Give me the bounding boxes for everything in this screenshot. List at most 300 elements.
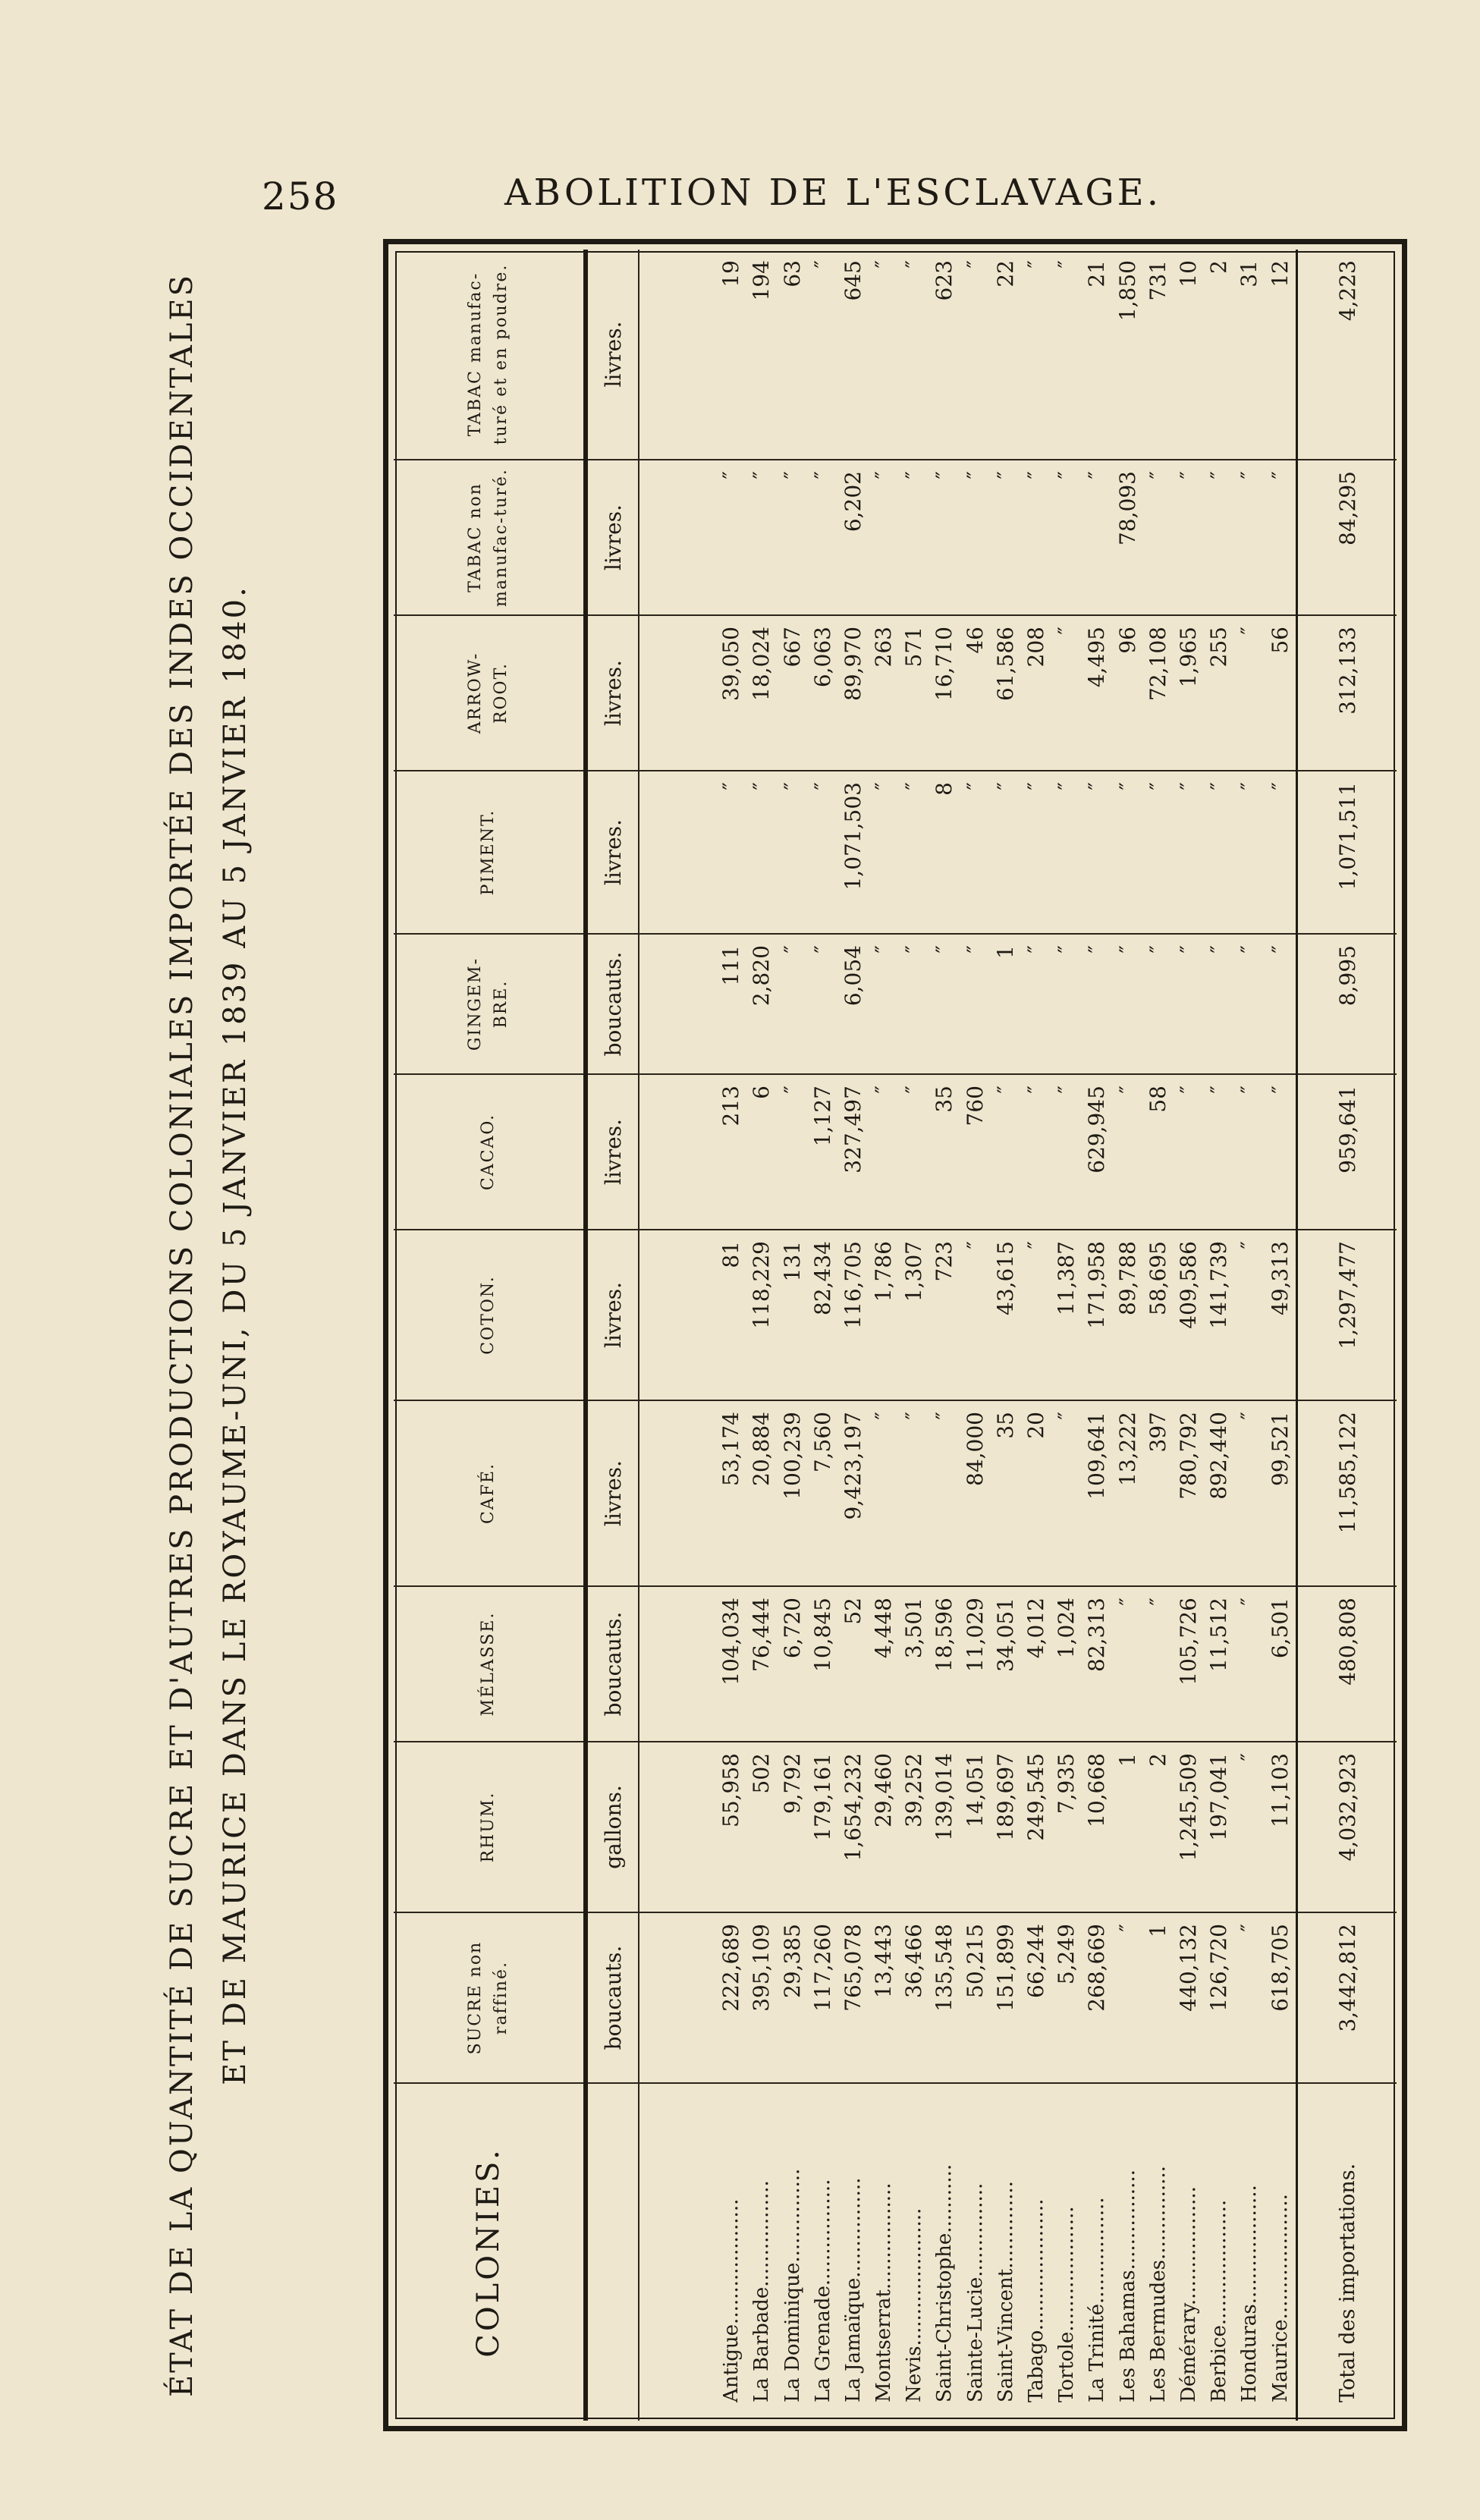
table-cell: ″: [991, 1074, 1021, 1230]
table-cell: 723: [929, 1230, 960, 1400]
total-cell: 480,808: [1297, 1586, 1397, 1742]
unit-cell: livres.: [586, 1230, 639, 1400]
table-cell: 327,497: [838, 1074, 869, 1230]
table-cell: ″: [1021, 1074, 1051, 1230]
table-cell: 1,071,503: [838, 771, 869, 934]
table-row: [1082, 250, 1112, 2421]
total-cell: 11,585,122: [1297, 1400, 1397, 1586]
table-cell: ″: [1082, 460, 1112, 615]
table-row: [808, 250, 838, 2421]
total-cell: 1,297,477: [1297, 1230, 1397, 1400]
table-cell: 50,215: [960, 1912, 991, 2083]
table-cell: 409,586: [1174, 1230, 1204, 1400]
table-cell: 126,720: [1204, 1912, 1234, 2083]
spacer-cell: [639, 1912, 716, 2083]
table-cell: ″: [1082, 934, 1112, 1074]
unit-cell: livres.: [586, 1074, 639, 1230]
table-cell: 43,615: [991, 1230, 1021, 1400]
table-cell: 139,014: [929, 1742, 960, 1912]
table-cell: 10: [1174, 250, 1204, 460]
table-cell: 1,965: [1174, 615, 1204, 771]
table-cell: ″: [899, 1400, 929, 1586]
colony-name: Tabago.....................: [1025, 2198, 1048, 2402]
table-row: [960, 250, 991, 2421]
total-cell: 4,032,923: [1297, 1742, 1397, 1912]
table-cell: 1,024: [1051, 1586, 1082, 1742]
table-cell: ″: [1051, 934, 1082, 1074]
table-cell: ″: [1051, 771, 1082, 934]
table-cell: 6,202: [838, 460, 869, 615]
column-header: ARROW-ROOT.: [394, 615, 586, 771]
spacer-cell: [639, 1586, 716, 1742]
table-cell: 6,501: [1265, 1586, 1296, 1742]
table-cell: 56: [1265, 615, 1296, 771]
table-cell: 8: [929, 771, 960, 934]
table-cell: 3,501: [899, 1586, 929, 1742]
table-cell: ″: [991, 771, 1021, 934]
table-cell: 11,387: [1051, 1230, 1082, 1400]
imports-table: [394, 250, 1397, 2421]
table-cell: 268,669: [1082, 1912, 1112, 2083]
table-cell: 46: [960, 615, 991, 771]
table-cell: 96: [1112, 615, 1142, 771]
table-cell: 135,548: [929, 1912, 960, 2083]
unit-cell: livres.: [586, 615, 639, 771]
spacer-cell: [639, 460, 716, 615]
table-cell: ″: [1051, 1400, 1082, 1586]
table-cell: 89,788: [1112, 1230, 1142, 1400]
table-cell: 10,845: [808, 1586, 838, 1742]
caption-line-1: ÉTAT DE LA QUANTITÉ DE SUCRE ET D'AUTRES PRODUCTIONS COLONIALES IMPORTÉE DES INDES OCCIDENTALES: [165, 272, 200, 2398]
table-cell: 645: [838, 250, 869, 460]
table-cell: 39,050: [716, 615, 746, 771]
table-cell: 618,705: [1265, 1912, 1296, 2083]
table-cell: 18,596: [929, 1586, 960, 1742]
spacer-cell: [639, 2083, 716, 2421]
table-cell: ″: [899, 934, 929, 1074]
table-cell: 194: [746, 250, 777, 460]
data-body: [639, 250, 1296, 2421]
total-cell: 959,641: [1297, 1074, 1397, 1230]
table-cell: ″: [1112, 934, 1142, 1074]
table-cell: 72,108: [1143, 615, 1174, 771]
table-cell: ″: [1234, 1742, 1265, 1912]
table-cell: 4,495: [1082, 615, 1112, 771]
table-cell: 9,792: [777, 1742, 807, 1912]
table-cell: ″: [1143, 934, 1174, 1074]
table-row: [869, 250, 899, 2421]
table-cell: 111: [716, 934, 746, 1074]
colony-name: Montserrat.................: [872, 2182, 896, 2402]
colony-name: Antigue....................: [720, 2198, 743, 2402]
table-cell: 100,239: [777, 1400, 807, 1586]
table-cell: 35: [991, 1400, 1021, 1586]
spacer-cell: [639, 1230, 716, 1400]
table-cell: 53,174: [716, 1400, 746, 1586]
table-cell: 11,103: [1265, 1742, 1296, 1912]
total-cell: 84,295: [1297, 460, 1397, 615]
table-cell: ″: [777, 934, 807, 1074]
table-row: [1112, 250, 1142, 2421]
colony-name: Honduras...................: [1238, 2185, 1262, 2402]
table-cell: 11,512: [1204, 1586, 1234, 1742]
unit-cell: livres.: [586, 250, 639, 460]
table-cell: 1: [1112, 1742, 1142, 1912]
table-cell: 82,434: [808, 1230, 838, 1400]
table-cell: ″: [1234, 1230, 1265, 1400]
table-cell: 2: [1143, 1742, 1174, 1912]
total-cell: 3,442,812: [1297, 1912, 1397, 2083]
table-cell: 7,935: [1051, 1742, 1082, 1912]
table-cell: ″: [960, 250, 991, 460]
table-cell: ″: [1082, 771, 1112, 934]
table-cell: ″: [777, 460, 807, 615]
table-cell: 1,654,232: [838, 1742, 869, 1912]
table-cell: 49,313: [1265, 1230, 1296, 1400]
table-cell: ″: [960, 934, 991, 1074]
total-cell: 1,071,511: [1297, 771, 1397, 934]
table-cell: ″: [899, 771, 929, 934]
table-cell: 31: [1234, 250, 1265, 460]
table-cell: ″: [1174, 1074, 1204, 1230]
table-row: [1174, 250, 1204, 2421]
table-cell: 5,249: [1051, 1912, 1082, 2083]
table-cell: 104,034: [716, 1586, 746, 1742]
table-cell: 19: [716, 250, 746, 460]
table-cell: ″: [1234, 1586, 1265, 1742]
table-cell: 29,460: [869, 1742, 899, 1912]
colony-name: La Jamaïque................: [841, 2177, 865, 2402]
table-cell: ″: [1051, 1074, 1082, 1230]
table-cell: 1,245,509: [1174, 1742, 1204, 1912]
table-cell: ″: [960, 771, 991, 934]
table-cell: 263: [869, 615, 899, 771]
colony-name: Berbice....................: [1208, 2199, 1231, 2402]
table-cell: ″: [1143, 771, 1174, 934]
table-cell: 117,260: [808, 1912, 838, 2083]
table-cell: ″: [1234, 1074, 1265, 1230]
total-label: Total des importations.: [1297, 2083, 1397, 2421]
table-cell: 76,444: [746, 1586, 777, 1742]
column-header: COTON.: [394, 1230, 586, 1400]
table-cell: 7,560: [808, 1400, 838, 1586]
table-cell: 105,726: [1174, 1586, 1204, 1742]
table-cell: 208: [1021, 615, 1051, 771]
table-cell: ″: [1234, 1400, 1265, 1586]
unit-cell: livres.: [586, 1400, 639, 1586]
colony-name: La Dominique...............: [781, 2168, 804, 2402]
colony-name: Nevis......................: [903, 2207, 926, 2402]
table-cell: ″: [716, 460, 746, 615]
table-cell: ″: [746, 771, 777, 934]
rotated-table-block: [165, 239, 1407, 2431]
table-cell: ″: [1204, 934, 1234, 1074]
table-cell: ″: [1174, 771, 1204, 934]
table-cell: ″: [1234, 615, 1265, 771]
table-cell: 197,041: [1204, 1742, 1234, 1912]
column-header: RHUM.: [394, 1742, 586, 1912]
table-cell: 765,078: [838, 1912, 869, 2083]
table-cell: ″: [746, 460, 777, 615]
table-cell: 12: [1265, 250, 1296, 460]
table-caption: [156, 239, 262, 2431]
table-cell: ″: [1112, 771, 1142, 934]
table-cell: 440,132: [1174, 1912, 1204, 2083]
table-cell: 395,109: [746, 1912, 777, 2083]
table-cell: ″: [1204, 460, 1234, 615]
total-cell: 8,995: [1297, 934, 1397, 1074]
table-cell: 89,970: [838, 615, 869, 771]
table-cell: ″: [929, 934, 960, 1074]
table-cell: 66,244: [1021, 1912, 1051, 2083]
total-cell: 312,133: [1297, 615, 1397, 771]
table-cell: ″: [1021, 1230, 1051, 1400]
table-cell: 1,127: [808, 1074, 838, 1230]
table-cell: 222,689: [716, 1912, 746, 2083]
unit-cell: livres.: [586, 771, 639, 934]
column-header: SUCRE non raffiné.: [394, 1912, 586, 2083]
table-cell: ″: [1021, 934, 1051, 1074]
spacer-cell: [639, 250, 716, 460]
table-cell: 11,029: [960, 1586, 991, 1742]
colony-name: Les Bermudes...............: [1146, 2166, 1170, 2402]
table-cell: 141,739: [1204, 1230, 1234, 1400]
table-cell: ″: [1234, 771, 1265, 934]
table-cell: 21: [1082, 250, 1112, 460]
column-header: TABAC manufac-turé et en poudre.: [394, 250, 586, 460]
table-cell: 2,820: [746, 934, 777, 1074]
table-cell: 397: [1143, 1400, 1174, 1586]
table-cell: ″: [899, 1074, 929, 1230]
unit-cell: gallons.: [586, 1742, 639, 1912]
table-cell: ″: [777, 771, 807, 934]
table-row: [991, 250, 1021, 2421]
table-cell: ″: [869, 1400, 899, 1586]
colony-name: Saint-Christophe...........: [933, 2163, 957, 2402]
table-cell: 4,012: [1021, 1586, 1051, 1742]
table-cell: 52: [838, 1586, 869, 1742]
table-cell: ″: [1204, 771, 1234, 934]
column-header-colonies: COLONIES.: [394, 2083, 586, 2421]
spacer-cell: [639, 934, 716, 1074]
unit-row: [586, 250, 639, 2421]
column-header: GINGEM-BRE.: [394, 934, 586, 1074]
colony-name: Tortole....................: [1055, 2206, 1079, 2402]
table-cell: 189,697: [991, 1742, 1021, 1912]
table-cell: 13,443: [869, 1912, 899, 2083]
table-cell: 1,850: [1112, 250, 1142, 460]
table-cell: 58: [1143, 1074, 1174, 1230]
table-cell: 109,641: [1082, 1400, 1112, 1586]
colony-name: Maurice....................: [1268, 2194, 1292, 2402]
table-cell: ″: [1143, 460, 1174, 615]
table-cell: 18,024: [746, 615, 777, 771]
table-cell: ″: [808, 460, 838, 615]
table-cell: ″: [1051, 250, 1082, 460]
unit-cell: boucauts.: [586, 1912, 639, 2083]
colony-name: La Barbade.................: [750, 2180, 774, 2402]
table-row: [1265, 250, 1296, 2421]
table-cell: ″: [1204, 1074, 1234, 1230]
table-cell: ″: [1021, 771, 1051, 934]
table-cell: 6,054: [838, 934, 869, 1074]
table-cell: ″: [1051, 615, 1082, 771]
table-cell: ″: [869, 460, 899, 615]
table-cell: 1: [991, 934, 1021, 1074]
table-row: [1143, 250, 1174, 2421]
table-cell: ″: [1265, 934, 1296, 1074]
table-cell: ″: [1112, 1912, 1142, 2083]
total-cell: 4,223: [1297, 250, 1397, 460]
table-cell: ″: [929, 1400, 960, 1586]
table-cell: ″: [1051, 460, 1082, 615]
total-row: [1297, 250, 1397, 2421]
colony-name: Les Bahamas................: [1116, 2170, 1139, 2402]
table-cell: 63: [777, 250, 807, 460]
table-cell: ″: [960, 1230, 991, 1400]
table-cell: 213: [716, 1074, 746, 1230]
column-header: MÉLASSE.: [394, 1586, 586, 1742]
page-number: 258: [262, 174, 339, 218]
table-row: [716, 250, 746, 2421]
table-cell: ″: [1265, 1074, 1296, 1230]
table-cell: ″: [1265, 771, 1296, 934]
table-cell: 731: [1143, 250, 1174, 460]
table-cell: ″: [1021, 250, 1051, 460]
table-cell: 10,668: [1082, 1742, 1112, 1912]
table-cell: 82,313: [1082, 1586, 1112, 1742]
spacer-cell: [639, 1400, 716, 1586]
unit-cell: boucauts.: [586, 1586, 639, 1742]
table-cell: ″: [960, 460, 991, 615]
spacer-cell: [639, 615, 716, 771]
table-cell: ″: [929, 460, 960, 615]
header-row: [394, 250, 586, 2421]
table-cell: ″: [899, 460, 929, 615]
table-cell: ″: [1021, 460, 1051, 615]
colony-name: La Grenade.................: [811, 2179, 834, 2402]
spacer-cell: [639, 771, 716, 934]
table-cell: ″: [899, 250, 929, 460]
table-cell: 13,222: [1112, 1400, 1142, 1586]
column-header: CAFÉ.: [394, 1400, 586, 1586]
colony-name: Sainte-Lucie...............: [963, 2182, 987, 2402]
table-cell: ″: [1265, 460, 1296, 615]
table-cell: ″: [716, 771, 746, 934]
table-cell: 1,786: [869, 1230, 899, 1400]
table-cell: 760: [960, 1074, 991, 1230]
table-cell: ″: [808, 250, 838, 460]
table-cell: 892,440: [1204, 1400, 1234, 1586]
column-header: PIMENT.: [394, 771, 586, 934]
spacer-row: [639, 250, 716, 2421]
colony-name: Démérary...................: [1177, 2186, 1200, 2402]
table-cell: 35: [929, 1074, 960, 1230]
table-cell: ″: [808, 934, 838, 1074]
table-cell: ″: [1234, 460, 1265, 615]
table-row: [929, 250, 960, 2421]
table-cell: ″: [1112, 1074, 1142, 1230]
table-cell: 9,423,197: [838, 1400, 869, 1586]
table-cell: ″: [1112, 1586, 1142, 1742]
table-cell: ″: [1234, 1912, 1265, 2083]
spacer-cell: [639, 1074, 716, 1230]
table-cell: ″: [869, 934, 899, 1074]
spacer-cell: [639, 1742, 716, 1912]
colony-name: La Trinité.................: [1086, 2197, 1109, 2402]
table-cell: ″: [869, 1074, 899, 1230]
table-cell: ″: [869, 250, 899, 460]
table-cell: 623: [929, 250, 960, 460]
colony-name: Saint-Vincent..............: [994, 2181, 1017, 2402]
table-cell: 1,307: [899, 1230, 929, 1400]
table-cell: 39,252: [899, 1742, 929, 1912]
table-cell: 78,093: [1112, 460, 1142, 615]
table-row: [1051, 250, 1082, 2421]
table-cell: 61,586: [991, 615, 1021, 771]
table-cell: 99,521: [1265, 1400, 1296, 1586]
table-cell: 667: [777, 615, 807, 771]
column-header: CACAO.: [394, 1074, 586, 1230]
table-cell: ″: [1143, 1586, 1174, 1742]
table-cell: 16,710: [929, 615, 960, 771]
column-header: TABAC non manufac-turé.: [394, 460, 586, 615]
table-cell: 171,958: [1082, 1230, 1112, 1400]
table-cell: ″: [808, 771, 838, 934]
table-cell: 255: [1204, 615, 1234, 771]
table-cell: 29,385: [777, 1912, 807, 2083]
table-cell: 2: [1204, 250, 1234, 460]
table-cell: 14,051: [960, 1742, 991, 1912]
table-cell: 20: [1021, 1400, 1051, 1586]
table-cell: 1: [1143, 1912, 1174, 2083]
table-row: [899, 250, 929, 2421]
table-row: [838, 250, 869, 2421]
table-cell: 116,705: [838, 1230, 869, 1400]
table-row: [1021, 250, 1051, 2421]
table-cell: 131: [777, 1230, 807, 1400]
table-cell: 502: [746, 1742, 777, 1912]
table-cell: 6,063: [808, 615, 838, 771]
table-cell: 4,448: [869, 1586, 899, 1742]
table-cell: ″: [1234, 934, 1265, 1074]
table-cell: 629,945: [1082, 1074, 1112, 1230]
table-cell: 34,051: [991, 1586, 1021, 1742]
table-cell: 118,229: [746, 1230, 777, 1400]
table-row: [1204, 250, 1234, 2421]
table-cell: ″: [1174, 460, 1204, 615]
table-cell: 20,884: [746, 1400, 777, 1586]
table-cell: ″: [869, 771, 899, 934]
table-cell: 36,466: [899, 1912, 929, 2083]
table-cell: 249,545: [1021, 1742, 1051, 1912]
table-cell: 179,161: [808, 1742, 838, 1912]
table-row: [746, 250, 777, 2421]
table-cell: 84,000: [960, 1400, 991, 1586]
table-row: [1234, 250, 1265, 2421]
unit-cell: livres.: [586, 460, 639, 615]
table-cell: 55,958: [716, 1742, 746, 1912]
table-cell: 571: [899, 615, 929, 771]
table-cell: 151,899: [991, 1912, 1021, 2083]
table-cell: 22: [991, 250, 1021, 460]
table-cell: 6: [746, 1074, 777, 1230]
table-cell: ″: [777, 1074, 807, 1230]
table-cell: 81: [716, 1230, 746, 1400]
unit-cell: [586, 2083, 639, 2421]
table-cell: 780,792: [1174, 1400, 1204, 1586]
table-cell: ″: [991, 460, 1021, 615]
